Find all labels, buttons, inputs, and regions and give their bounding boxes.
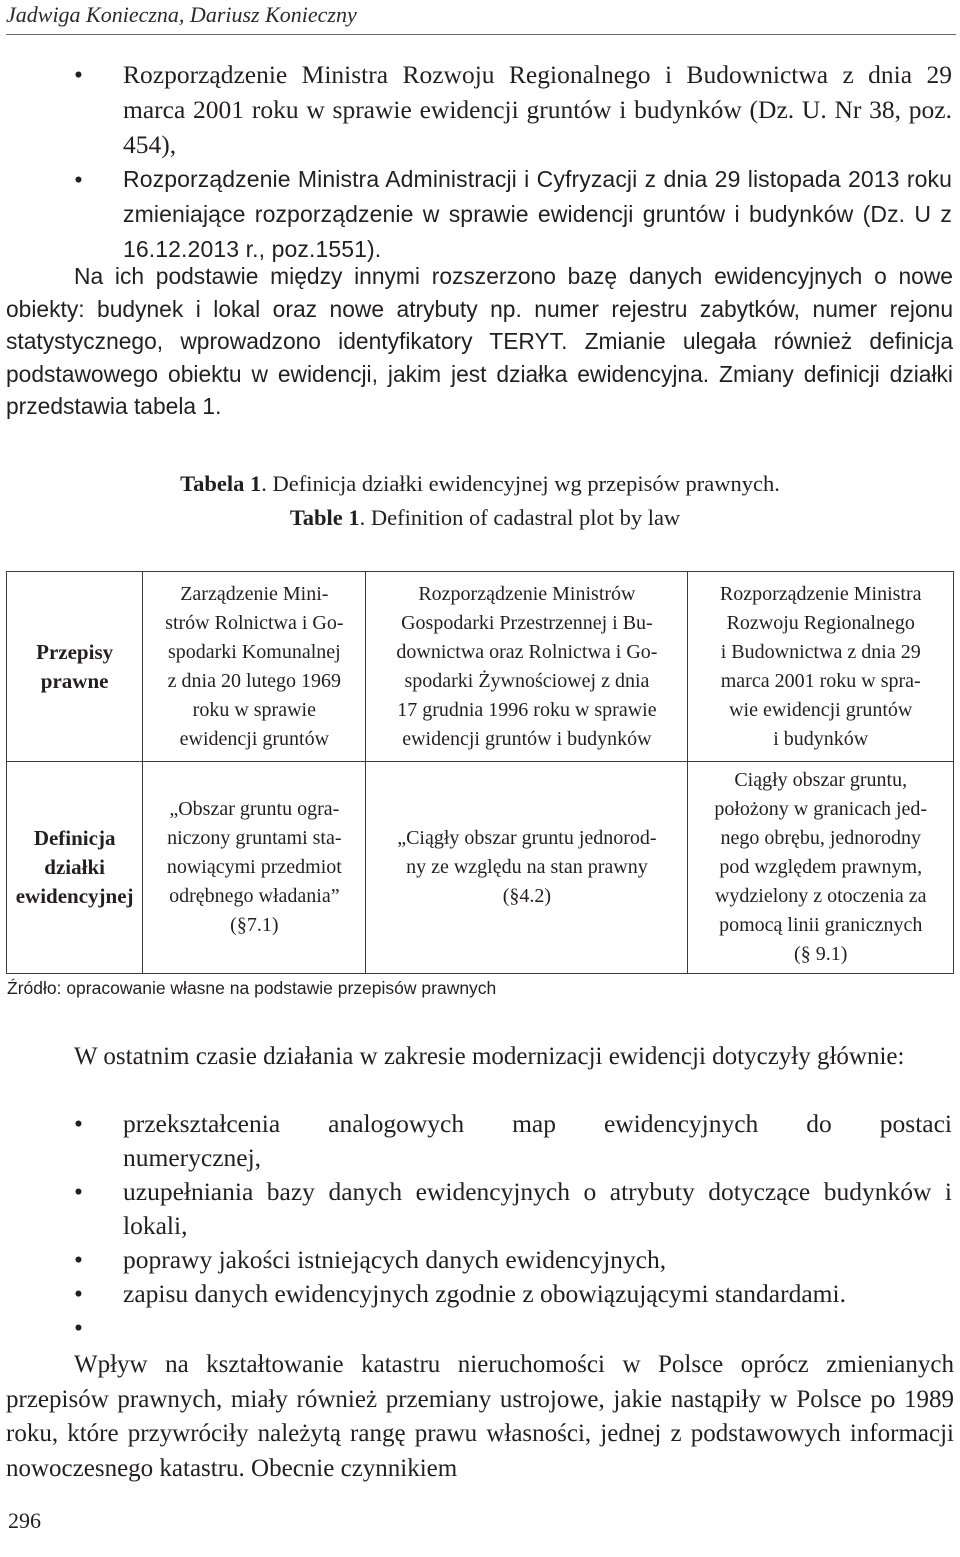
cell-line: Rozwoju Regionalnego xyxy=(726,611,915,634)
cell-line: ny ze względu na stan prawny xyxy=(406,856,648,878)
cell-line: (§ 9.1) xyxy=(794,943,848,965)
cell-line: (§7.1) xyxy=(230,914,279,936)
bullet-icon: • xyxy=(74,60,83,89)
running-head: Jadwiga Konieczna, Dariusz Konieczny xyxy=(6,2,357,27)
cell-line: spodarki Żywnościowej z dnia xyxy=(404,669,650,692)
table-caption-text: . Definition of cadastral plot by law xyxy=(359,505,681,530)
bullet-icon: • xyxy=(74,1177,83,1206)
cell-line: Definicja xyxy=(33,826,116,850)
cell-line: roku w sprawie xyxy=(192,698,316,721)
bullet-icon: • xyxy=(74,1279,83,1308)
list-item xyxy=(0,162,960,267)
cell-line: pomocą linii granicznych xyxy=(719,914,923,936)
header-divider xyxy=(6,34,956,35)
table-label: Tabela 1 xyxy=(180,471,262,496)
cell-line: 17 grudnia 1996 roku w sprawie xyxy=(397,698,657,721)
list-item-text: przekształcenia analogowych map ewidencyjnych do postaci numerycznej, xyxy=(123,1109,952,1172)
table-caption-pl xyxy=(0,467,960,501)
cell-line: prawne xyxy=(40,668,109,693)
modernization-list xyxy=(0,1107,960,1345)
cell-line: i Budownictwa z dnia 29 xyxy=(720,640,921,663)
table-cell xyxy=(366,762,688,974)
bullet-icon: • xyxy=(74,1109,83,1138)
list-item xyxy=(0,1175,960,1243)
definitions-table xyxy=(6,571,954,974)
cell-line: „Ciągły obszar gruntu jednorod- xyxy=(397,827,657,849)
cell-line: spodarki Komunalnej xyxy=(167,640,341,663)
table-cell xyxy=(366,572,688,762)
table-cell xyxy=(143,762,366,974)
cell-line: nowiącymi przedmiot xyxy=(166,856,342,878)
list-item-text: zapisu danych ewidencyjnych zgodnie z obowiązującymi standardami. xyxy=(123,1279,846,1308)
cell-line: „Obszar gruntu ogra- xyxy=(169,798,340,820)
cell-line: Rozporządzenie Ministra xyxy=(719,582,922,605)
bullet-icon: • xyxy=(74,165,84,194)
table-cell xyxy=(143,572,366,762)
cell-line: odrębnego władania” xyxy=(169,885,340,907)
list-item xyxy=(0,1243,960,1277)
cell-line: ewidencyjnej xyxy=(15,884,134,908)
row-header-definition xyxy=(7,762,143,974)
cell-line: i budynków xyxy=(773,727,869,750)
table-source-note: Źródło: opracowanie własne na podstawie przepisów prawnych xyxy=(7,978,497,998)
page-number: 296 xyxy=(8,1508,41,1533)
cell-line: Przepisy xyxy=(36,639,114,664)
bullet-icon: • xyxy=(74,1313,83,1342)
list-item-text: uzupełniania bazy danych ewidencyjnych o atrybuty dotyczące budynków i lokali, xyxy=(123,1177,952,1240)
list-item-text: Rozporządzenie Ministra Rozwoju Regionalnego i Budownictwa z dnia 29 marca 2001 roku w sprawie ewidencji gruntów i budynków (Dz. U. Nr 38, poz. 454), xyxy=(123,60,952,159)
cell-line: strów Rolnictwa i Go- xyxy=(165,611,344,634)
cell-line: Rozporządzenie Ministrów xyxy=(418,582,636,605)
cell-line: położony w granicach jed- xyxy=(714,798,928,820)
cell-line: nego obrębu, jednorodny xyxy=(720,827,921,849)
table-caption-text: . Definicja działki ewidencyjnej wg przepisów prawnych. xyxy=(261,471,780,496)
table-cell xyxy=(688,762,954,974)
list-item-text: Rozporządzenie Ministra Administracji i Cyfryzacji z dnia 29 listopada 2013 roku zmieniające rozporządzenie w sprawie ewidencji gruntów i budynków (Dz. U z 16.12.2013 r., poz.1551). xyxy=(123,166,952,262)
cell-line: downictwa oraz Rolnictwa i Go- xyxy=(396,640,658,663)
table-label: Table 1 xyxy=(289,505,360,530)
list-item xyxy=(0,1311,960,1345)
list-item xyxy=(0,1277,960,1311)
list-item xyxy=(0,57,960,162)
cell-line: niczony gruntami sta- xyxy=(167,827,342,849)
legal-acts-list xyxy=(0,57,960,267)
table-row xyxy=(7,762,954,974)
list-item xyxy=(0,1107,960,1175)
cell-line: (§4.2) xyxy=(502,885,552,907)
cell-line: Zarządzenie Mini- xyxy=(180,582,329,605)
cell-line: działki xyxy=(44,855,105,879)
cell-line: pod względem prawnym, xyxy=(719,856,923,878)
row-header-regulations xyxy=(7,572,143,762)
cell-line: Gospodarki Przestrzennej i Bu- xyxy=(401,611,653,634)
cell-line: z dnia 20 lutego 1969 xyxy=(167,669,341,692)
table-cell xyxy=(688,572,954,762)
cell-line: Ciągły obszar gruntu, xyxy=(734,769,908,791)
cell-line: ewidencji gruntów xyxy=(179,727,330,750)
body-paragraph: W ostatnim czasie działania w zakresie modernizacji ewidencji dotyczyły głównie: xyxy=(74,1043,905,1070)
cell-line: wie ewidencji gruntów xyxy=(729,698,913,721)
table-caption-en xyxy=(5,501,960,535)
list-item-text: poprawy jakości istniejących danych ewidencyjnych, xyxy=(123,1245,667,1274)
cell-line: marca 2001 roku w spra- xyxy=(720,669,921,692)
cell-line: ewidencji gruntów i budynków xyxy=(402,727,652,750)
body-paragraph: Na ich podstawie między innymi rozszerzono bazę danych ewidencyjnych o nowe obiekty: budynek i lokal oraz nowe atrybuty np. numer rejestru zabytków, numer rejonu statystycznego, wprowadzono identyfikatory TERYT. Zmianie ulegała również definicja podstawowego obiektu w ewidencji, jakim jest działka ewidencyjna. Zmiany definicji działki przedstawia tabela 1. xyxy=(6,263,953,419)
table-row xyxy=(7,572,954,762)
cell-line: wydzielony z otoczenia za xyxy=(714,885,927,907)
body-paragraph: Wpływ na kształtowanie katastru nieruchomości w Polsce oprócz zmienianych przepisów prawnych, miały również przemiany ustrojowe, jakie nastąpiły w Polsce po 1989 roku, które przywróciły należytą rangę prawu własności, jednej z podstawowych informacji nowoczesnego katastru. Obecnie czynnikiem xyxy=(6,1351,954,1482)
bullet-icon: • xyxy=(74,1245,83,1274)
